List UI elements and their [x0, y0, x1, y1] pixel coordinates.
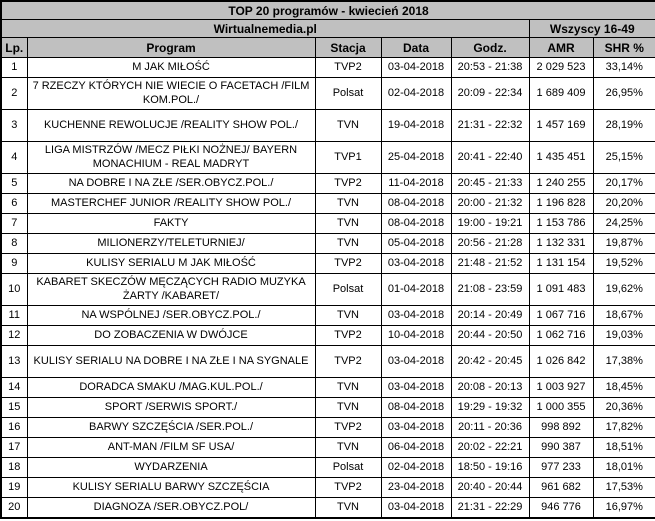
date-cell: 25-04-2018 [381, 142, 451, 174]
date-cell: 08-04-2018 [381, 214, 451, 234]
date-cell: 10-04-2018 [381, 326, 451, 346]
time-cell: 20:53 - 21:38 [451, 58, 529, 78]
shr-cell: 28,19% [593, 110, 655, 142]
station-cell: TVN [315, 378, 381, 398]
shr-cell: 19,87% [593, 234, 655, 254]
shr-cell: 17,82% [593, 418, 655, 438]
shr-cell: 25,15% [593, 142, 655, 174]
date-cell: 03-04-2018 [381, 306, 451, 326]
date-cell: 02-04-2018 [381, 78, 451, 110]
program-cell: KULISY SERIALU M JAK MIŁOŚĆ [27, 254, 315, 274]
time-cell: 20:09 - 22:34 [451, 78, 529, 110]
shr-cell: 24,25% [593, 214, 655, 234]
audience-label: Wszyscy 16-49 [529, 20, 655, 38]
amr-cell: 946 776 [529, 498, 593, 519]
table-row [1, 326, 655, 346]
table-row [1, 142, 655, 174]
table-row [1, 418, 655, 438]
program-cell: NA WSPÓLNEJ /SER.OBYCZ.POL./ [27, 306, 315, 326]
station-cell: Polsat [315, 78, 381, 110]
table-row [1, 214, 655, 234]
col-header-lp: Lp. [1, 38, 27, 58]
station-cell: TVN [315, 438, 381, 458]
lp-cell: 10 [1, 274, 27, 306]
lp-cell: 18 [1, 458, 27, 478]
date-cell: 08-04-2018 [381, 398, 451, 418]
program-cell: KULISY SERIALU NA DOBRE I NA ZŁE I NA SYGNALE [27, 346, 315, 378]
time-cell: 20:08 - 20:13 [451, 378, 529, 398]
program-cell: SPORT /SERWIS SPORT./ [27, 398, 315, 418]
station-cell: TVP2 [315, 418, 381, 438]
amr-cell: 1 132 331 [529, 234, 593, 254]
station-cell: TVN [315, 110, 381, 142]
amr-cell: 1 062 716 [529, 326, 593, 346]
date-cell: 06-04-2018 [381, 438, 451, 458]
lp-cell: 6 [1, 194, 27, 214]
time-cell: 20:45 - 21:33 [451, 174, 529, 194]
amr-cell: 961 682 [529, 478, 593, 498]
lp-cell: 20 [1, 498, 27, 519]
column-header-row [1, 38, 655, 58]
table-title: TOP 20 programów - kwiecień 2018 [1, 1, 655, 20]
table-row [1, 274, 655, 306]
shr-cell: 18,45% [593, 378, 655, 398]
table-row [1, 254, 655, 274]
program-cell: BARWY SZCZĘŚCIA /SER.POL./ [27, 418, 315, 438]
table-row [1, 398, 655, 418]
shr-cell: 20,17% [593, 174, 655, 194]
amr-cell: 1 026 842 [529, 346, 593, 378]
shr-cell: 26,95% [593, 78, 655, 110]
lp-cell: 19 [1, 478, 27, 498]
program-cell: MASTERCHEF JUNIOR /REALITY SHOW POL./ [27, 194, 315, 214]
program-cell: ANT-MAN /FILM SF USA/ [27, 438, 315, 458]
program-cell: KABARET SKECZÓW MĘCZĄCYCH RADIO MUZYKA ŻARTY /KABARET/ [27, 274, 315, 306]
lp-cell: 7 [1, 214, 27, 234]
shr-cell: 18,51% [593, 438, 655, 458]
station-cell: TVP2 [315, 478, 381, 498]
time-cell: 21:31 - 22:32 [451, 110, 529, 142]
date-cell: 01-04-2018 [381, 274, 451, 306]
time-cell: 20:44 - 20:50 [451, 326, 529, 346]
lp-cell: 12 [1, 326, 27, 346]
station-cell: TVP2 [315, 58, 381, 78]
station-cell: Polsat [315, 274, 381, 306]
station-cell: TVN [315, 214, 381, 234]
date-cell: 03-04-2018 [381, 58, 451, 78]
time-cell: 20:14 - 20:49 [451, 306, 529, 326]
amr-cell: 1 435 451 [529, 142, 593, 174]
table-row [1, 458, 655, 478]
amr-cell: 1 067 716 [529, 306, 593, 326]
table-row [1, 110, 655, 142]
date-cell: 05-04-2018 [381, 234, 451, 254]
shr-cell: 19,03% [593, 326, 655, 346]
time-cell: 19:00 - 19:21 [451, 214, 529, 234]
col-header-shr: SHR % [593, 38, 655, 58]
amr-cell: 977 233 [529, 458, 593, 478]
table-row [1, 478, 655, 498]
shr-cell: 17,53% [593, 478, 655, 498]
amr-cell: 1 457 169 [529, 110, 593, 142]
date-cell: 03-04-2018 [381, 378, 451, 398]
lp-cell: 15 [1, 398, 27, 418]
station-cell: Polsat [315, 458, 381, 478]
lp-cell: 2 [1, 78, 27, 110]
time-cell: 20:02 - 22:21 [451, 438, 529, 458]
shr-cell: 17,38% [593, 346, 655, 378]
table-row [1, 438, 655, 458]
date-cell: 19-04-2018 [381, 110, 451, 142]
amr-cell: 1 240 255 [529, 174, 593, 194]
lp-cell: 13 [1, 346, 27, 378]
program-cell: WYDARZENIA [27, 458, 315, 478]
table-row [1, 378, 655, 398]
date-cell: 08-04-2018 [381, 194, 451, 214]
amr-cell: 1 196 828 [529, 194, 593, 214]
lp-cell: 1 [1, 58, 27, 78]
time-cell: 21:08 - 23:59 [451, 274, 529, 306]
date-cell: 03-04-2018 [381, 254, 451, 274]
program-cell: DORADCA SMAKU /MAG.KUL.POL./ [27, 378, 315, 398]
lp-cell: 5 [1, 174, 27, 194]
date-cell: 11-04-2018 [381, 174, 451, 194]
station-cell: TVN [315, 234, 381, 254]
table-row [1, 306, 655, 326]
lp-cell: 3 [1, 110, 27, 142]
lp-cell: 9 [1, 254, 27, 274]
date-cell: 03-04-2018 [381, 418, 451, 438]
time-cell: 20:41 - 22:40 [451, 142, 529, 174]
col-header-time: Godz. [451, 38, 529, 58]
table-row [1, 234, 655, 254]
program-cell: LIGA MISTRZÓW /MECZ PIŁKI NOŻNEJ/ BAYERN MONACHIUM - REAL MADRYT [27, 142, 315, 174]
program-cell: NA DOBRE I NA ZŁE /SER.OBYCZ.POL./ [27, 174, 315, 194]
col-header-amr: AMR [529, 38, 593, 58]
station-cell: TVP2 [315, 174, 381, 194]
table-row [1, 194, 655, 214]
program-cell: 7 RZECZY KTÓRYCH NIE WIECIE O FACETACH /FILM KOM.POL./ [27, 78, 315, 110]
time-cell: 21:31 - 22:29 [451, 498, 529, 519]
table-row [1, 346, 655, 378]
station-cell: TVN [315, 194, 381, 214]
table-row [1, 58, 655, 78]
date-cell: 23-04-2018 [381, 478, 451, 498]
date-cell: 03-04-2018 [381, 346, 451, 378]
table-row [1, 78, 655, 110]
time-cell: 20:56 - 21:28 [451, 234, 529, 254]
lp-cell: 8 [1, 234, 27, 254]
program-cell: M JAK MIŁOŚĆ [27, 58, 315, 78]
lp-cell: 4 [1, 142, 27, 174]
program-cell: KUCHENNE REWOLUCJE /REALITY SHOW POL./ [27, 110, 315, 142]
time-cell: 20:11 - 20:36 [451, 418, 529, 438]
amr-cell: 1 153 786 [529, 214, 593, 234]
table-row [1, 498, 655, 519]
program-cell: FAKTY [27, 214, 315, 234]
station-cell: TVN [315, 498, 381, 519]
time-cell: 18:50 - 19:16 [451, 458, 529, 478]
amr-cell: 1 689 409 [529, 78, 593, 110]
time-cell: 20:42 - 20:45 [451, 346, 529, 378]
shr-cell: 19,62% [593, 274, 655, 306]
program-cell: DO ZOBACZENIA W DWÓJCE [27, 326, 315, 346]
program-cell: DIAGNOZA /SER.OBYCZ.POL/ [27, 498, 315, 519]
time-cell: 21:48 - 21:52 [451, 254, 529, 274]
shr-cell: 20,20% [593, 194, 655, 214]
time-cell: 20:00 - 21:32 [451, 194, 529, 214]
amr-cell: 1 003 927 [529, 378, 593, 398]
shr-cell: 33,14% [593, 58, 655, 78]
station-cell: TVP1 [315, 142, 381, 174]
col-header-date: Data [381, 38, 451, 58]
program-cell: KULISY SERIALU BARWY SZCZĘŚCIA [27, 478, 315, 498]
shr-cell: 18,67% [593, 306, 655, 326]
col-header-program: Program [27, 38, 315, 58]
amr-cell: 1 091 483 [529, 274, 593, 306]
station-cell: TVP2 [315, 326, 381, 346]
station-cell: TVN [315, 398, 381, 418]
lp-cell: 14 [1, 378, 27, 398]
station-cell: TVN [315, 306, 381, 326]
shr-cell: 16,97% [593, 498, 655, 519]
amr-cell: 2 029 523 [529, 58, 593, 78]
table-body [1, 58, 655, 519]
shr-cell: 20,36% [593, 398, 655, 418]
lp-cell: 16 [1, 418, 27, 438]
lp-cell: 17 [1, 438, 27, 458]
station-cell: TVP2 [315, 346, 381, 378]
table-row [1, 174, 655, 194]
shr-cell: 19,52% [593, 254, 655, 274]
station-cell: TVP2 [315, 254, 381, 274]
title-row [1, 1, 655, 20]
source-label: Wirtualnemedia.pl [1, 20, 529, 38]
amr-cell: 998 892 [529, 418, 593, 438]
shr-cell: 18,01% [593, 458, 655, 478]
program-cell: MILIONERZY/TELETURNIEJ/ [27, 234, 315, 254]
date-cell: 03-04-2018 [381, 498, 451, 519]
amr-cell: 1 000 355 [529, 398, 593, 418]
amr-cell: 990 387 [529, 438, 593, 458]
date-cell: 02-04-2018 [381, 458, 451, 478]
source-row [1, 20, 655, 38]
col-header-station: Stacja [315, 38, 381, 58]
time-cell: 20:40 - 20:44 [451, 478, 529, 498]
lp-cell: 11 [1, 306, 27, 326]
time-cell: 19:29 - 19:32 [451, 398, 529, 418]
amr-cell: 1 131 154 [529, 254, 593, 274]
